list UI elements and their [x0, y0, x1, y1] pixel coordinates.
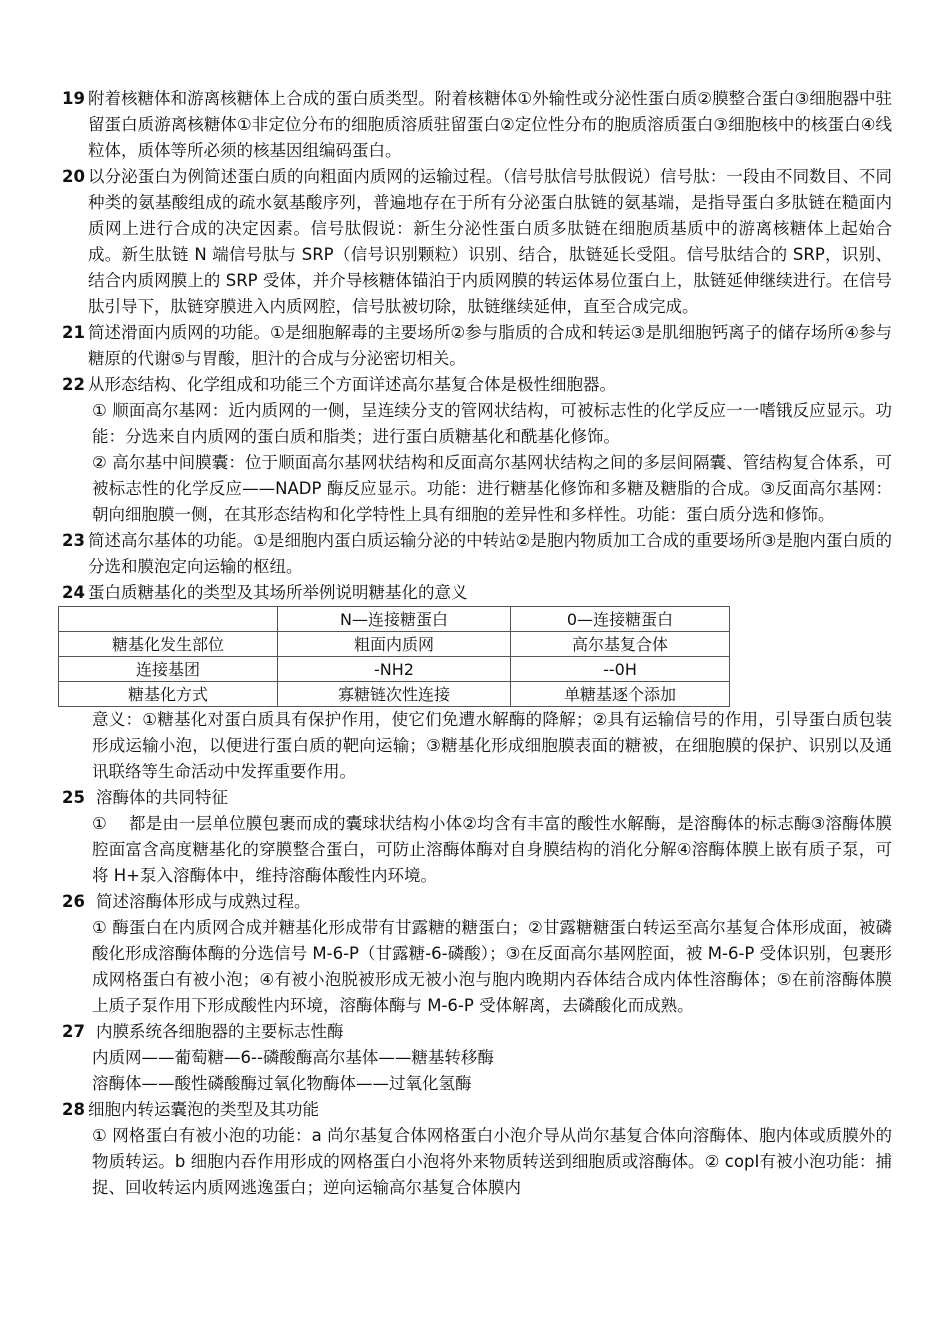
answer-paragraph: 意义：①糖基化对蛋白质具有保护作用，使它们免遭水解酶的降解；②具有运输信号的作用，引导蛋白质包装形成运输小泡，以便进行蛋白质的靶向运输；③糖基化形成细胞膜表面的糖被，在细胞膜的保护、识别以及通讯联络等生命活动中发挥重要作用。 — [92, 710, 892, 781]
question-19 — [62, 86, 892, 164]
question-number: 19 — [62, 89, 85, 108]
question-text: 以分泌蛋白为例简述蛋白质的向粗面内质网的运输过程。（信号肽信号肽假说）信号肽：一段由不同数目、不同种类的氨基酸组成的疏水氨基酸序列，普遍地存在于所有分泌蛋白肽链的氨基端，是指导蛋白多肽链在糙面内质网上进行合成的决定因素。信号肽假说：新生分泌性蛋白质多肽链在细胞质基质中的游离核糖体上起始合成。新生肽链 N 端信号肽与 SRP（信号识别颗粒）识别、结合，肽链延长受阻。信号肽结合的 SRP，识别、结合内质网膜上的 SRP 受体，并介导核糖体锚泊于内质网膜的转运体易位蛋白上，肽链延伸继续进行。在信号肽引导下，肽链穿膜进入内质网腔，信号肽被切除，肽链继续延伸，直至合成完成。 — [88, 167, 892, 316]
table-cell: -NH2 — [278, 657, 511, 682]
table-header-cell: 0—连接糖蛋白 — [511, 607, 730, 632]
table-header-cell: N—连接糖蛋白 — [278, 607, 511, 632]
answer-paragraph: ① 顺面高尔基网：近内质网的一侧，呈连续分支的管网状结构，可被标志性的化学反应一一嗜锇反应显示。功能：分选来自内质网的蛋白质和脂类；进行蛋白质糖基化和酰基化修饰。 — [92, 401, 892, 446]
table-cell: 高尔基复合体 — [511, 632, 730, 657]
question-number: 20 — [62, 167, 85, 186]
question-27 — [62, 1019, 892, 1045]
table-cell: 连接基团 — [59, 657, 278, 682]
question-26 — [62, 889, 892, 915]
answer-paragraph: ① 酶蛋白在内质网合成并糖基化形成带有甘露糖的糖蛋白；②甘露糖糖蛋白转运至高尔基复合体形成面，被磷酸化形成溶酶体酶的分选信号 M-6-P（甘露糖-6-磷酸）；③在反面高尔基网腔面，被 M-6-P 受体识别，包裹形成网格蛋白有被小泡；④有被小泡脱被形成无被小泡与胞内晚期内吞体结合成内体性溶酶体；⑤在前溶酶体膜上质子泵作用下形成酸性内环境，溶酶体酶与 M-6-P 受体解离，去磷酸化而成熟。 — [92, 918, 892, 1015]
question-22 — [62, 372, 892, 398]
question-number: 22 — [62, 375, 85, 394]
question-text: 内膜系统各细胞器的主要标志性酶 — [96, 1022, 344, 1041]
question-20 — [62, 164, 892, 320]
question-24 — [62, 580, 892, 606]
question-number: 25 — [62, 788, 85, 807]
question-23 — [62, 528, 892, 580]
table-cell: --0H — [511, 657, 730, 682]
question-number: 27 — [62, 1022, 85, 1041]
table-header-row — [59, 607, 730, 632]
table-cell: 寡糖链次性连接 — [278, 682, 511, 707]
question-text: 溶酶体的共同特征 — [96, 788, 228, 807]
table-cell: 糖基化方式 — [59, 682, 278, 707]
table-row — [59, 682, 730, 707]
question-number: 28 — [62, 1100, 85, 1119]
enzyme-line: 溶酶体——酸性磷酸酶过氧化物酶体——过氧化氢酶 — [92, 1074, 472, 1093]
question-21 — [62, 320, 892, 372]
table-cell: 糖基化发生部位 — [59, 632, 278, 657]
table-cell: 单糖基逐个添加 — [511, 682, 730, 707]
glycosylation-table — [58, 606, 730, 707]
question-text: 细胞内转运囊泡的类型及其功能 — [88, 1100, 319, 1119]
answer-paragraph: ② 高尔基中间膜囊：位于顺面高尔基网状结构和反面高尔基网状结构之间的多层间隔囊、管结构复合体系，可被标志性的化学反应——NADP 酶反应显示。功能：进行糖基化修饰和多糖及糖脂的合成。③反面高尔基网：朝向细胞膜一侧，在其形态结构和化学特性上具有细胞的差异性和多样性。功能：蛋白质分选和修饰。 — [92, 453, 892, 524]
question-number: 24 — [62, 583, 85, 602]
table-cell: 粗面内质网 — [278, 632, 511, 657]
question-text: 简述滑面内质网的功能。①是细胞解毒的主要场所②参与脂质的合成和转运③是肌细胞钙离子的储存场所④参与糖原的代谢⑤与胃酸，胆汁的合成与分泌密切相关。 — [88, 323, 892, 368]
question-text: 蛋白质糖基化的类型及其场所举例说明糖基化的意义 — [88, 583, 468, 602]
question-28 — [62, 1097, 892, 1123]
answer-paragraph: ① 网格蛋白有被小泡的功能：a 尚尔基复合体网格蛋白小泡介导从尚尔基复合体向溶酶体、胞内体或质膜外的物质转运。b 细胞内吞作用形成的网格蛋白小泡将外来物质转送到细胞质或溶酶体。② copⅠ有被小泡功能：捕捉、回收转运内质网逃逸蛋白；逆向运输高尔基复合体膜内 — [92, 1126, 892, 1197]
question-number: 26 — [62, 892, 85, 911]
question-text: 简述溶酶体形成与成熟过程。 — [96, 892, 311, 911]
question-text: 附着核糖体和游离核糖体上合成的蛋白质类型。附着核糖体①外输性或分泌性蛋白质②膜整合蛋白③细胞器中驻留蛋白质游离核糖体①非定位分布的细胞质溶质驻留蛋白②定位性分布的胞质溶质蛋白③细胞核中的核蛋白④线粒体，质体等所必须的核基因组编码蛋白。 — [88, 89, 892, 160]
enzyme-line: 内质网——葡萄糖—6--磷酸酶高尔基体——糖基转移酶 — [92, 1048, 494, 1067]
table-row — [59, 632, 730, 657]
table-row — [59, 657, 730, 682]
question-25 — [62, 785, 892, 811]
document-page — [62, 86, 892, 1201]
table-header-cell — [59, 607, 278, 632]
question-text: 简述高尔基体的功能。①是细胞内蛋白质运输分泌的中转站②是胞内物质加工合成的重要场所③是胞内蛋白质的分选和膜泡定向运输的枢纽。 — [88, 531, 892, 576]
question-text: 从形态结构、化学组成和功能三个方面详述高尔基复合体是极性细胞器。 — [88, 375, 616, 394]
question-number: 21 — [62, 323, 85, 342]
answer-paragraph: ① 都是由一层单位膜包裹而成的囊球状结构小体②均含有丰富的酸性水解酶，是溶酶体的标志酶③溶酶体膜腔面富含高度糖基化的穿膜整合蛋白，可防止溶酶体酶对自身膜结构的消化分解④溶酶体膜上嵌有质子泵，可将 H+泵入溶酶体中，维持溶酶体酸性内环境。 — [92, 814, 892, 885]
question-number: 23 — [62, 531, 85, 550]
